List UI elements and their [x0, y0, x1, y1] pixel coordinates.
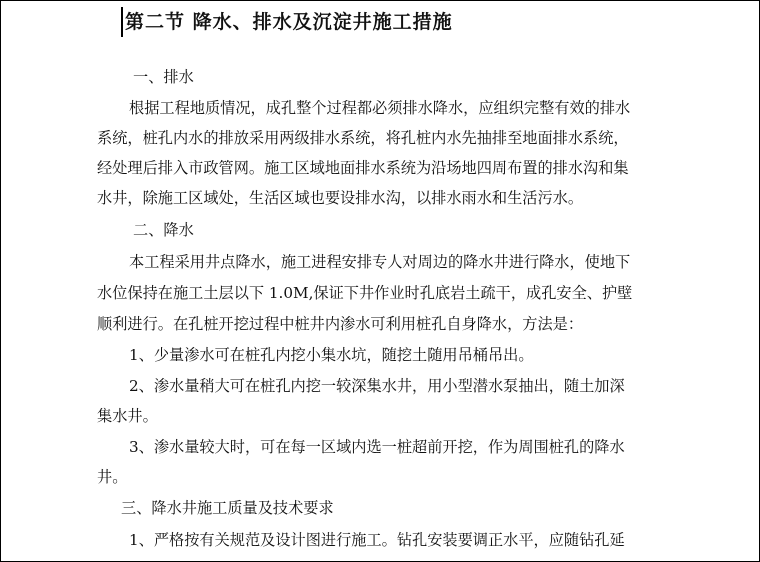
paragraph-line: 本工程采用井点降水，施工进程安排专人对周边的降水井进行降水，使地下 [129, 253, 631, 271]
subsection-title-quality: 三、降水井施工质量及技术要求 [121, 499, 334, 517]
subsection-title-dewatering: 二、降水 [133, 221, 194, 239]
paragraph-line: 经处理后排入市政管网。施工区域地面排水系统为沿场地四周布置的排水沟和集 [97, 159, 629, 177]
list-item-2: 2、渗水量稍大可在桩孔内挖一较深集水井，用小型潜水泵抽出，随土加深 [129, 377, 625, 395]
paragraph-line: 水位保持在施工土层以下 1.0M,保证下井作业时孔底岩土疏干，成孔安全、护壁 [97, 284, 633, 302]
text-cursor [121, 7, 123, 37]
list-item-2-cont: 集水井。 [97, 407, 158, 425]
paragraph-line: 根据工程地质情况，成孔整个过程都必须排水降水，应组织完整有效的排水 [129, 99, 631, 117]
list-item-quality-1: 1、严格按有关规范及设计图进行施工。钻孔安装要调正水平，应随钻孔延 [129, 531, 625, 549]
subsection-title-drainage: 一、排水 [133, 68, 194, 86]
section-heading: 第二节 降水、排水及沉淀井施工措施 [125, 11, 453, 33]
list-item-1: 1、少量渗水可在桩孔内挖小集水坑，随挖土随用吊桶吊出。 [129, 346, 534, 364]
list-item-3-cont: 井。 [97, 468, 128, 486]
paragraph-line: 系统，桩孔内水的排放采用两级排水系统，将孔桩内水先抽排至地面排水系统， [97, 129, 629, 147]
list-item-3: 3、渗水量较大时，可在每一区域内选一桩超前开挖，作为周围桩孔的降水 [129, 438, 625, 456]
paragraph-line: 顺利进行。在孔桩开挖过程中桩井内渗水可利用桩孔自身降水，方法是： [97, 315, 583, 333]
paragraph-line: 水井，除施工区域处，生活区域也要设排水沟，以排水雨水和生活污水。 [97, 189, 583, 207]
